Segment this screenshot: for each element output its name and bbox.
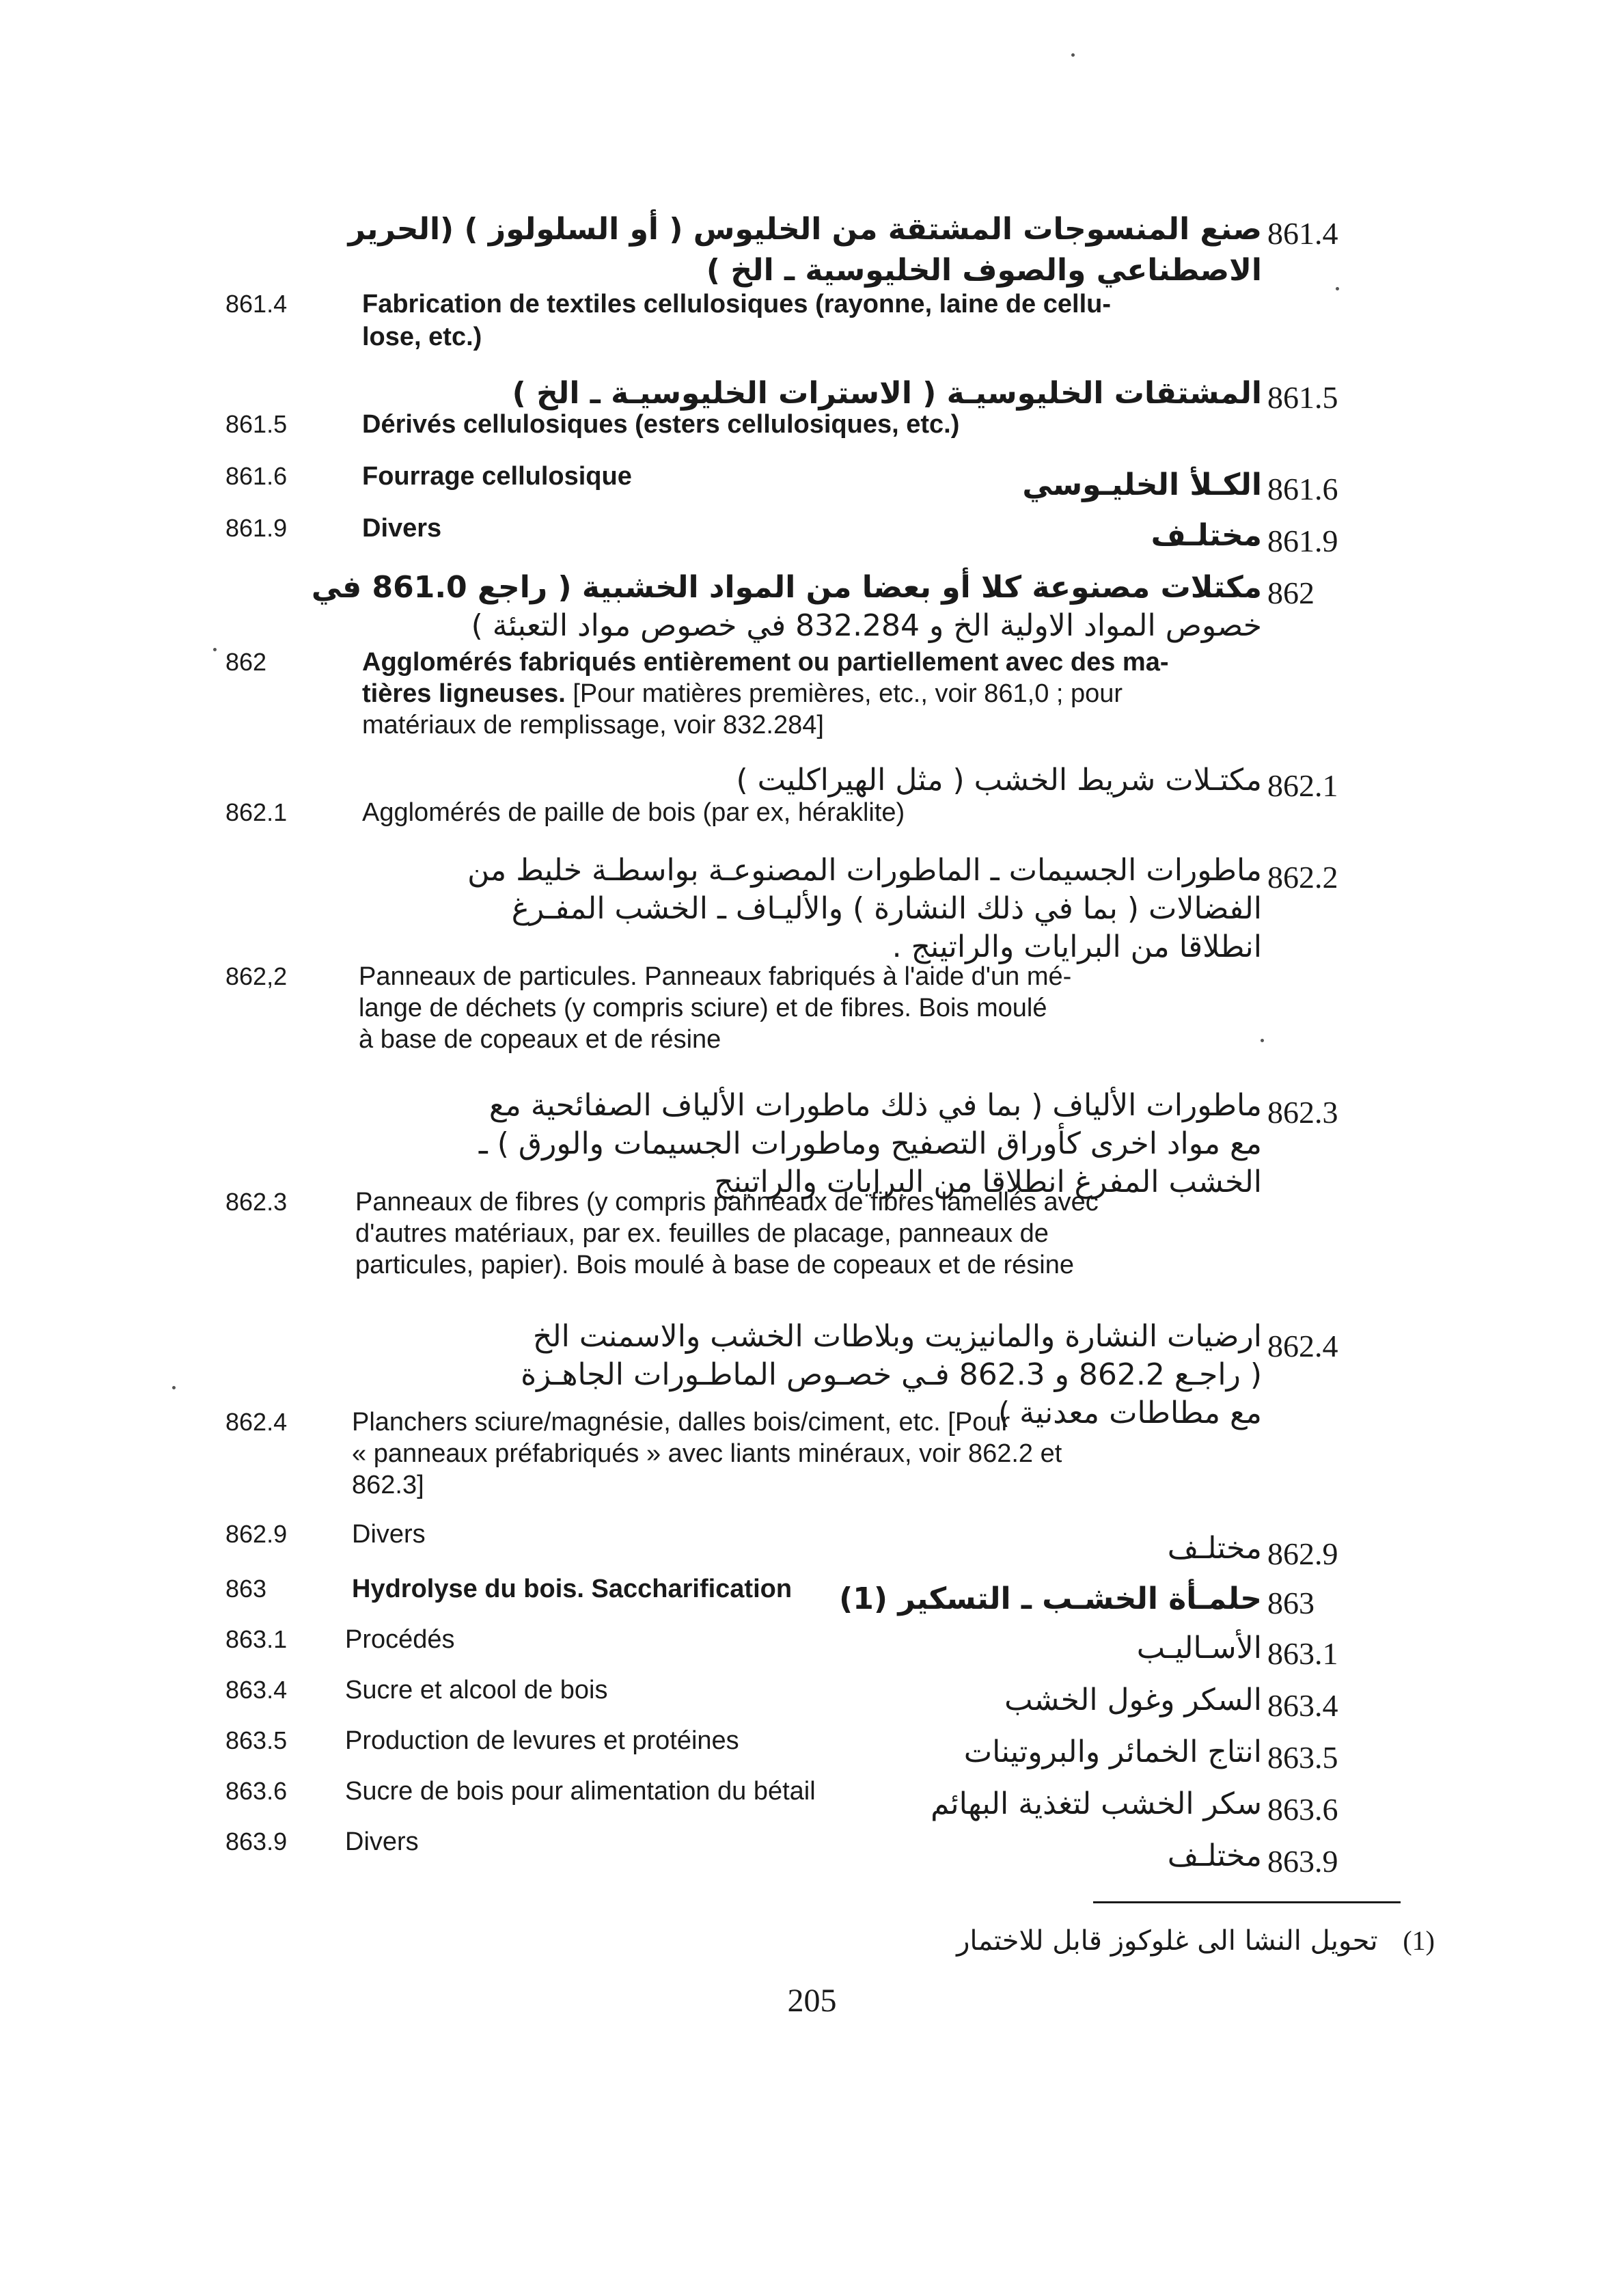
french-line: lange de déchets (y compris sciure) et de fibres. Bois moulé <box>359 994 1047 1022</box>
french-line: Production de levures et protéines <box>345 1726 739 1755</box>
code-right-861-4: 861.4 <box>1267 216 1338 251</box>
code-left-863-4: 863.4 <box>225 1676 288 1704</box>
code-left-863-9: 863.9 <box>225 1827 288 1855</box>
french-line: Panneaux de fibres (y compris panneaux de fibres lamellés avec <box>355 1188 1099 1216</box>
french-line: Sucre de bois pour alimentation du bétail <box>345 1777 816 1806</box>
french-line: Dérivés cellulosiques (esters cellulosiques, etc.) <box>362 410 960 439</box>
arabic-line: مختلـف <box>1167 1531 1262 1566</box>
french-line: « panneaux préfabriqués » avec liants minéraux, voir 862.2 et <box>352 1439 1062 1468</box>
scan-speck <box>1071 53 1075 57</box>
code-right-862-1: 862.1 <box>1267 768 1338 803</box>
french-line: Fabrication de textiles cellulosiques (rayonne, laine de cellu- <box>362 290 1111 318</box>
arabic-line: الاصطناعي والصوف الخليوسية ـ الخ ) <box>706 253 1262 288</box>
french-line: Agglomérés fabriqués entièrement ou partiellement avec des ma- <box>362 648 1169 677</box>
code-right-863-4: 863.4 <box>1267 1688 1338 1723</box>
arabic-line: مختلـف <box>1151 518 1262 553</box>
code-left-862-9: 862.9 <box>225 1520 288 1548</box>
code-left-861-6: 861.6 <box>225 462 288 490</box>
french-line: particules, papier). Bois moulé à base de copeaux et de résine <box>355 1251 1074 1279</box>
footnote-marker: (1) <box>1403 1925 1435 1956</box>
arabic-line: السكر وغول الخشب <box>1004 1683 1262 1717</box>
arabic-line: الكـلأ الخليـوسي <box>1022 467 1262 502</box>
code-right-861-5: 861.5 <box>1267 380 1338 415</box>
french-line: lose, etc.) <box>362 323 482 351</box>
french-line: Planchers sciure/magnésie, dalles bois/ciment, etc. [Pour <box>352 1408 1010 1437</box>
code-left-862-4: 862.4 <box>225 1408 288 1436</box>
arabic-line: ارضيات النشارة والمانيزيت وبلاطات الخشب والاسمنت الخ <box>532 1319 1262 1354</box>
french-line <box>362 677 1123 711</box>
scan-speck <box>1336 287 1339 290</box>
arabic-line: مكتلات مصنوعة كلا أو بعضا من المواد الخشبية ( راجع 861.0 في <box>311 570 1262 605</box>
code-right-863-9: 863.9 <box>1267 1844 1338 1879</box>
arabic-line: انتاج الخمائر والبروتينات <box>963 1735 1262 1769</box>
code-left-862-3: 862.3 <box>225 1188 288 1216</box>
scan-speck <box>1261 1039 1264 1042</box>
arabic-line: ماطورات الجسيمات ـ الماطورات المصنوعـة بواسطـة خليط من <box>467 853 1262 888</box>
code-left-861-5: 861.5 <box>225 410 288 438</box>
footnote <box>854 1920 1435 1961</box>
arabic-line: مع مطاطات معدنية ) <box>997 1396 1262 1430</box>
code-right-863-5: 863.5 <box>1267 1740 1338 1775</box>
code-right-862: 862 <box>1267 575 1315 610</box>
code-right-862-2: 862.2 <box>1267 860 1338 895</box>
arabic-line: الفضالات ( بما في ذلك النشارة ) والأليـاف ـ الخشب المفـرغ <box>511 891 1262 926</box>
scan-speck <box>172 1386 176 1389</box>
scan-speck <box>213 648 217 651</box>
arabic-line: ماطورات الألياف ( بما في ذلك ماطورات الألياف الصفائحية مع <box>488 1088 1262 1123</box>
code-left-863-6: 863.6 <box>225 1777 288 1805</box>
footnote-text: تحويل النشا الى غلوكوز قابل للاختمار <box>956 1925 1378 1957</box>
page-number: 205 <box>787 1983 837 2019</box>
arabic-line: حلمـأة الخشـب ـ التسكير (1) <box>839 1581 1262 1616</box>
french-line: d'autres matériaux, par ex. feuilles de placage, panneaux de <box>355 1219 1049 1248</box>
code-right-861-9: 861.9 <box>1267 524 1338 558</box>
arabic-line: الأسـاليـب <box>1136 1631 1262 1666</box>
code-right-863-6: 863.6 <box>1267 1792 1338 1827</box>
code-left-862: 862 <box>225 648 267 676</box>
footnote-rule <box>1093 1901 1401 1903</box>
arabic-line: المشتقات الخليوسيـة ( الاسترات الخليوسيـة ـ الخ ) <box>512 376 1262 411</box>
arabic-line: انطلاقا من البرايات والراتينج . <box>892 929 1262 964</box>
code-left-862-1: 862.1 <box>225 798 288 826</box>
code-right-862-9: 862.9 <box>1267 1536 1338 1571</box>
french-line: Divers <box>352 1520 426 1549</box>
code-left-863-1: 863.1 <box>225 1625 288 1653</box>
code-left-863-5: 863.5 <box>225 1726 288 1754</box>
french-line: 862.3] <box>352 1471 424 1499</box>
french-line: à base de copeaux et de résine <box>359 1025 721 1054</box>
code-right-863-1: 863.1 <box>1267 1636 1338 1671</box>
french-line: Divers <box>345 1827 419 1856</box>
french-line: Divers <box>362 514 442 543</box>
code-left-863: 863 <box>225 1575 267 1603</box>
code-left-861-9: 861.9 <box>225 514 288 542</box>
arabic-line: خصوص المواد الاولية الخ و 832.284 في خصوص مواد التعبئة ) <box>471 608 1262 643</box>
arabic-line: سكر الخشب لتغذية البهائم <box>931 1786 1262 1821</box>
french-line-normal: [Pour matières premières, etc., voir 861,0 ; pour <box>573 679 1123 708</box>
french-line: Fourrage cellulosique <box>362 462 632 491</box>
french-line: Panneaux de particules. Panneaux fabriqués à l'aide d'un mé- <box>359 962 1072 991</box>
code-right-861-6: 861.6 <box>1267 472 1338 506</box>
french-line-bold: tières ligneuses. <box>362 679 566 708</box>
french-line: Agglomérés de paille de bois (par ex, héraklite) <box>362 798 905 827</box>
arabic-line: الخشب المفرغ انطلاقا من البرايات والراتينج <box>714 1165 1262 1199</box>
code-right-863: 863 <box>1267 1586 1315 1620</box>
code-right-862-3: 862.3 <box>1267 1095 1338 1130</box>
french-line: Procédés <box>345 1625 455 1654</box>
code-left-862-2: 862,2 <box>225 962 288 990</box>
arabic-line: مختلـف <box>1167 1838 1262 1873</box>
code-right-862-4: 862.4 <box>1267 1329 1338 1363</box>
arabic-line: مكتـلات شريط الخشب ( مثل الهيراكليت ) <box>736 763 1262 798</box>
french-line: matériaux de remplissage, voir 832.284] <box>362 711 824 739</box>
arabic-line: صنع المنسوجات المشتقة من الخليوس ( أو السلولوز ) (الحرير <box>348 212 1262 247</box>
arabic-line: مع مواد اخرى كأوراق التصفيح وماطورات الجسيمات والورق ) ـ <box>478 1126 1262 1161</box>
french-line: Hydrolyse du bois. Saccharification <box>352 1575 793 1603</box>
arabic-line: ( راجـع 862.2 و 862.3 فـي خصـوص الماطـورات الجاهـزة <box>521 1357 1262 1392</box>
french-line: Sucre et alcool de bois <box>345 1676 608 1704</box>
code-left-861-4: 861.4 <box>225 290 288 318</box>
